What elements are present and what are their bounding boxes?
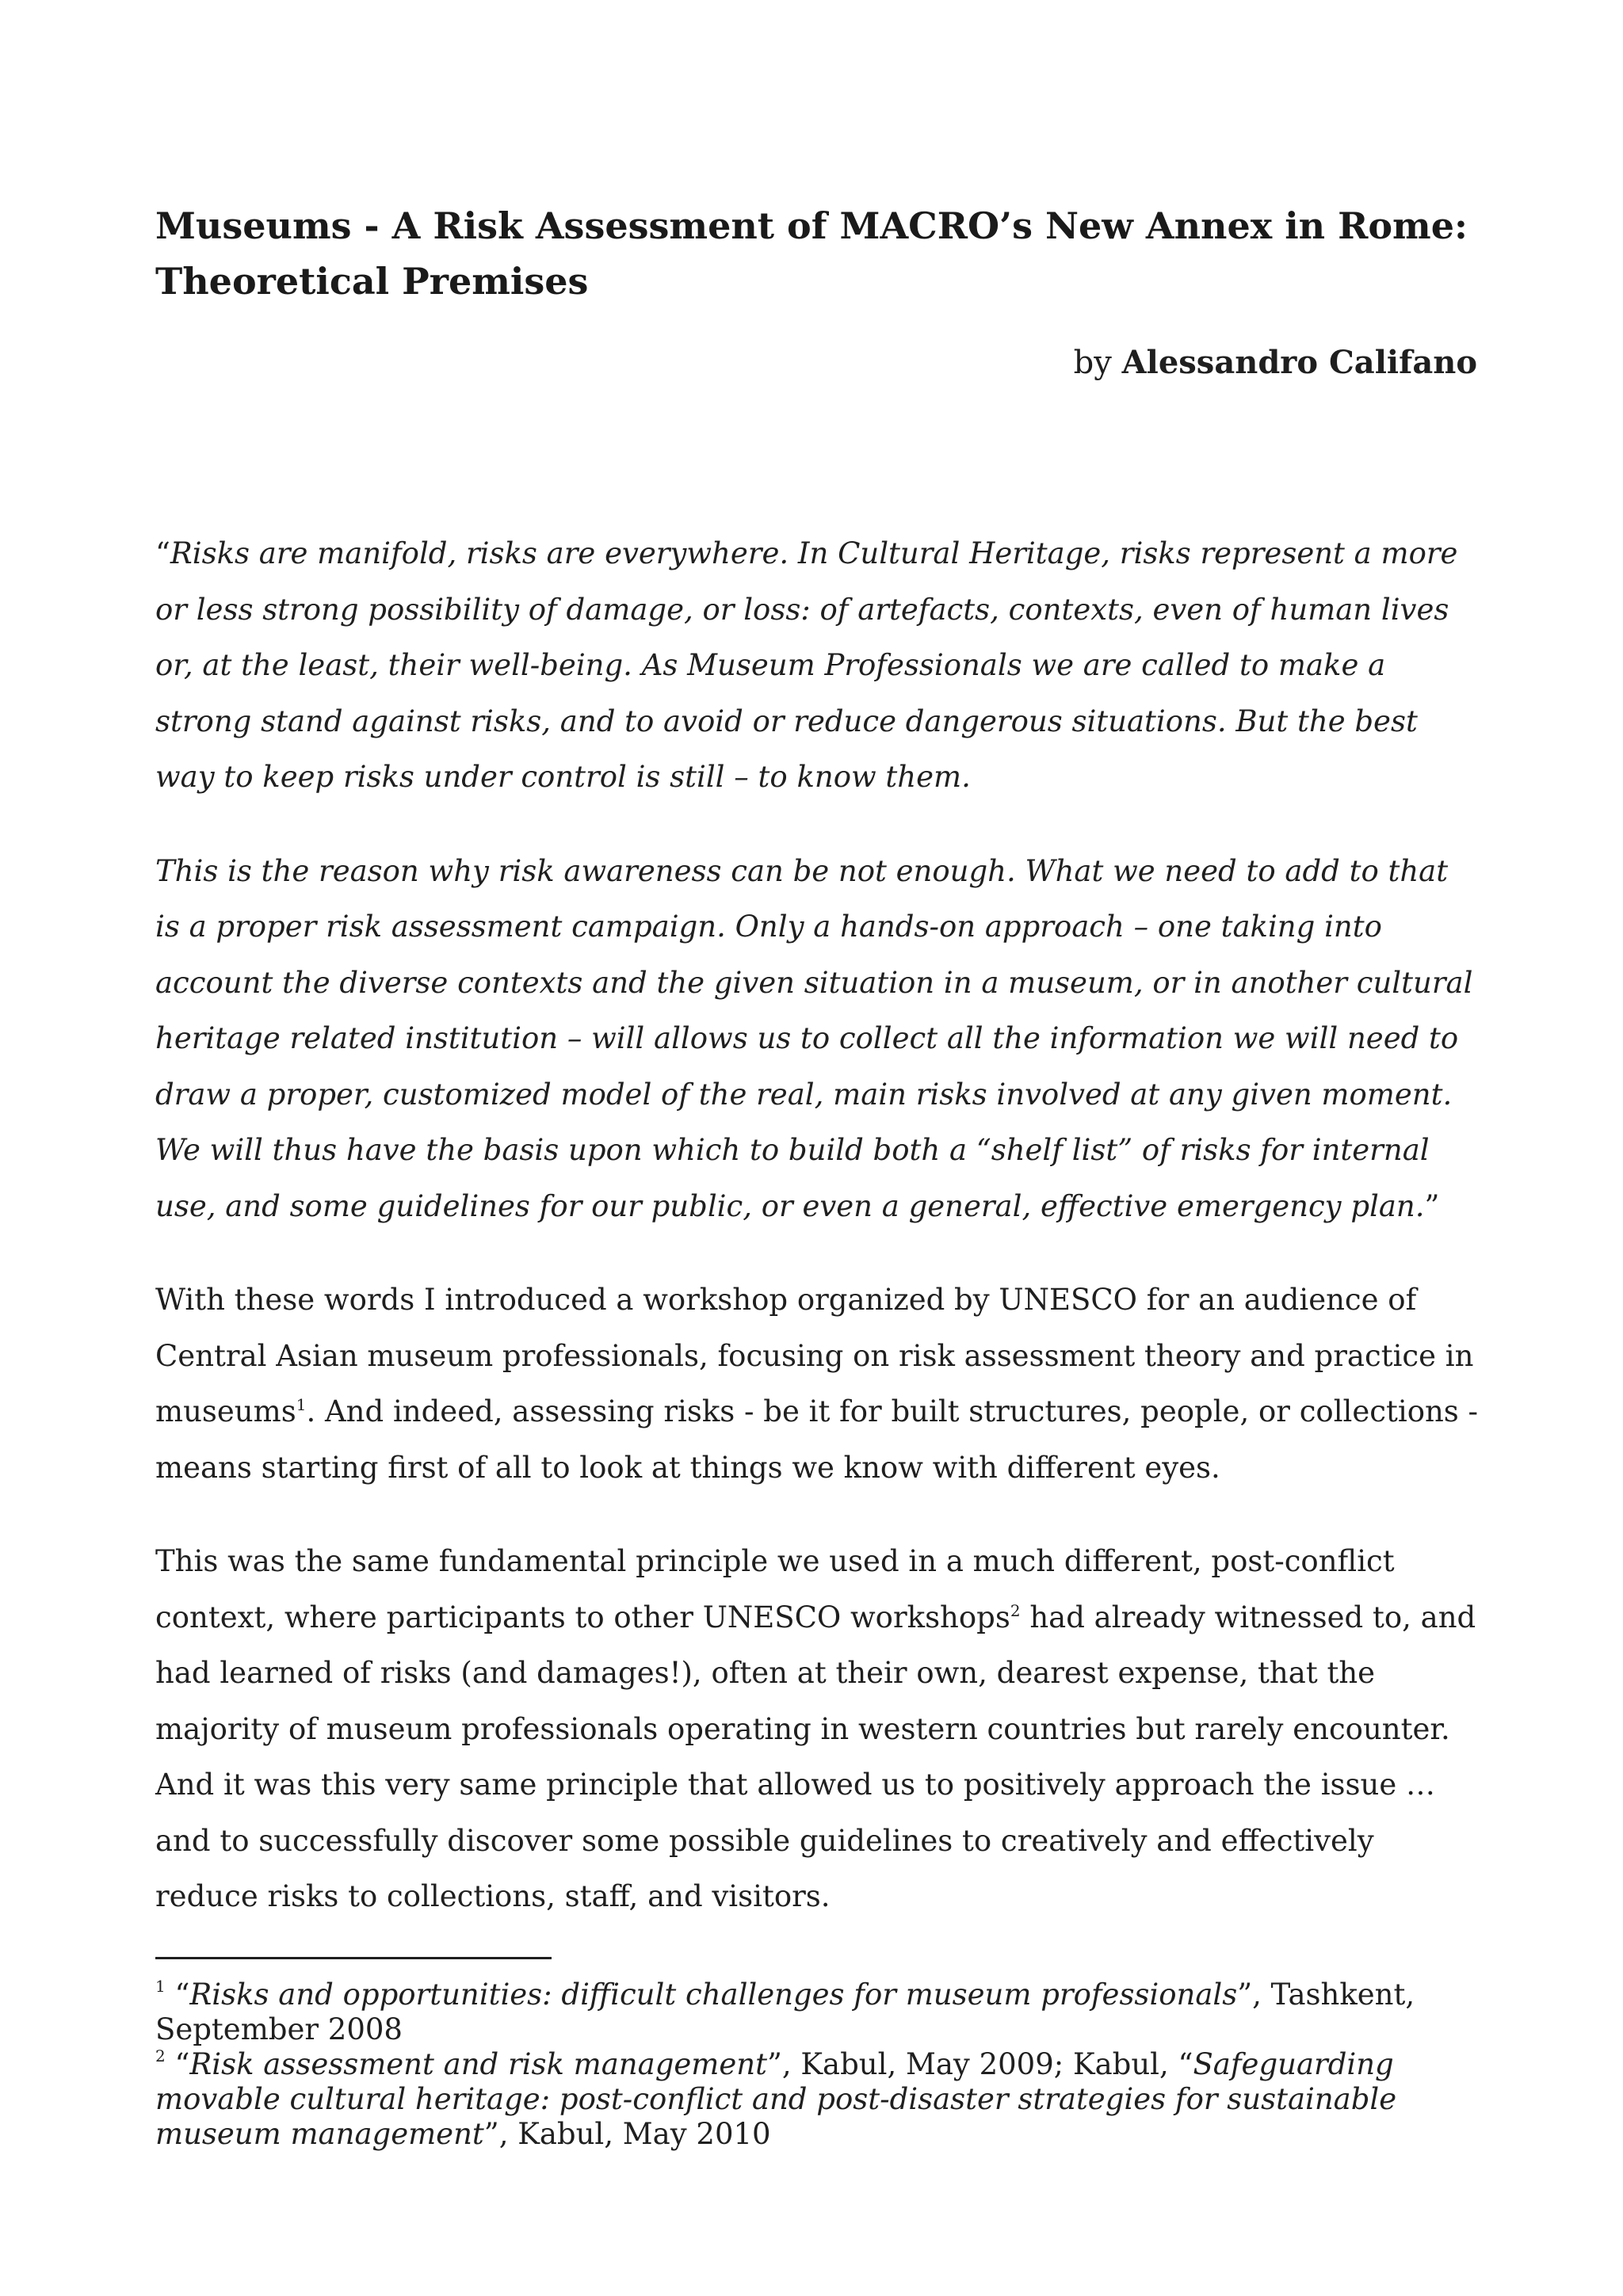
footnote-1-number: 1 <box>155 1977 166 1996</box>
article-body <box>155 526 1479 1963</box>
footnote-1-rest: ”, Tashkent, September 2008 <box>155 1978 1415 2046</box>
quote-paragraph-2 <box>155 844 1479 1235</box>
body-paragraph-2-text-a: This was the same fundamental principle we used in a much different, post-conflict context, where participants to other UNESCO workshops <box>155 1544 1395 1634</box>
footnote-separator <box>155 1957 552 1959</box>
footnotes <box>155 1978 1479 2152</box>
title-line-1: Museums - A Risk Assessment of MACRO’s New Annex in Rome: <box>155 204 1468 247</box>
quote-paragraph-1-text: Risks are manifold, risks are everywhere. In Cultural Heritage, risks represent a more or less strong possibility of damage, or loss: of artefacts, contexts, even of human lives or, at the least, their well-being. As Museum Professionals we are called to make a strong stand against risks, and to avoid or reduce dangerous situations. But the best way to keep risks under control is still – to know them. <box>155 536 1458 794</box>
footnote-2-open-quote: “ <box>165 2047 190 2081</box>
author-name: Alessandro Califano <box>1121 344 1477 381</box>
footnote-2-rest: ”, Kabul, May 2010 <box>483 2117 771 2151</box>
quote-paragraph-1 <box>155 526 1479 806</box>
footnote-ref-1[interactable]: 1 <box>296 1395 307 1414</box>
page-title <box>155 198 1487 309</box>
footnote-2-number: 2 <box>155 2046 166 2065</box>
body-paragraph-1 <box>155 1272 1479 1496</box>
byline <box>1074 339 1477 387</box>
body-paragraph-1-text-a: With these words I introduced a workshop organized by UNESCO for an audience of Central Asian museum professionals, focusing on risk assessment theory and practice in museums <box>155 1283 1474 1428</box>
footnote-2-title-b: Safeguarding movable cultural heritage: post-conflict and post-disaster strategies for sustainable museum management <box>155 2047 1397 2151</box>
footnote-ref-2[interactable]: 2 <box>1010 1600 1021 1620</box>
byline-prefix: by <box>1073 345 1112 381</box>
quote-close-mark: ” <box>1424 1188 1440 1223</box>
body-paragraph-1-text-b: . And indeed, assessing risks - be it for built structures, people, or collections - means starting first of all to look at things we know with different eyes. <box>155 1394 1479 1485</box>
title-line-2: Theoretical Premises <box>155 260 589 303</box>
body-paragraph-2 <box>155 1534 1479 1925</box>
footnote-1 <box>155 1978 1479 2047</box>
quote-open-mark: “ <box>155 536 170 570</box>
footnote-2-middle: ”, Kabul, May 2009; Kabul, “ <box>766 2047 1193 2081</box>
footnote-1-open-quote: “ <box>165 1978 190 2012</box>
footnote-2 <box>155 2047 1479 2152</box>
footnote-2-title-a: Risk assessment and risk management <box>189 2047 767 2081</box>
footnote-1-title: Risks and opportunities: difficult challenges for museum professionals <box>189 1978 1238 2012</box>
quote-paragraph-2-text: This is the reason why risk awareness can be not enough. What we need to add to that is a proper risk assessment campaign. Only a hands-on approach – one taking into account the diverse contexts and the given situation in a museum, or in another cultural heritage related institution – will allows us to collect all the information we will need to draw a proper, customized model of the real, main risks involved at any given moment. We will thus have the basis upon which to build both a “shelf list” of risks for internal use, and some guidelines for our public, or even a general, effective emergency plan. <box>155 853 1473 1223</box>
body-paragraph-2-text-b: had already witnessed to, and had learned of risks (and damages!), often at their own, dearest expense, that the majority of museum professionals operating in western countries but rarely encounter. And it was this very same principle that allowed us to positively approach the issue … and to successfully discover some possible guidelines to creatively and effectively reduce risks to collections, staff, and visitors. <box>155 1600 1476 1913</box>
